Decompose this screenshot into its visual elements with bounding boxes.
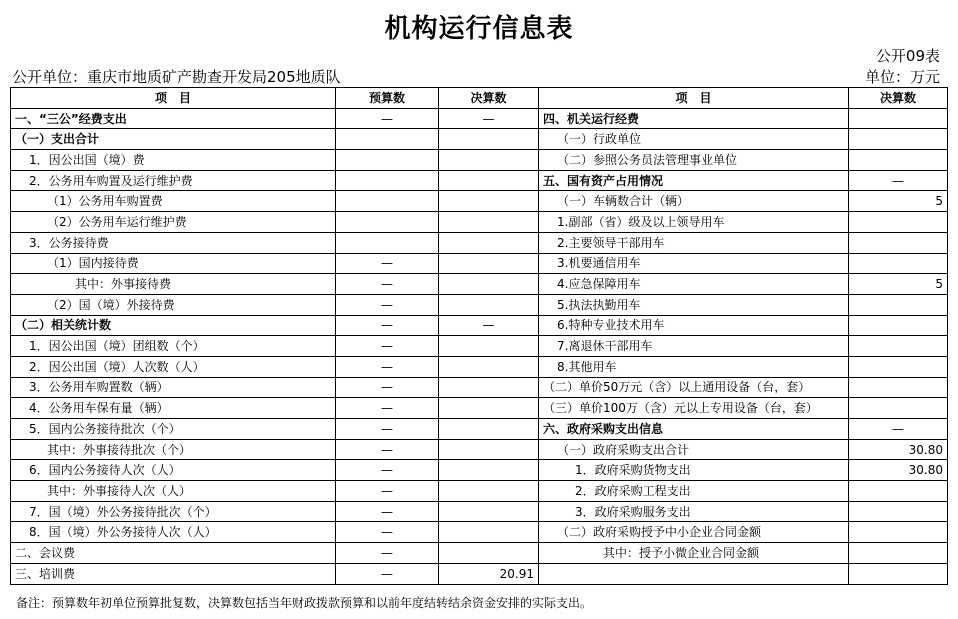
table-cell: 三、培训费 — [11, 563, 336, 584]
table-row — [11, 563, 948, 584]
table-header-row — [11, 88, 948, 109]
table-row — [11, 419, 948, 440]
table-cell: — — [336, 398, 439, 419]
table-row — [11, 543, 948, 564]
table-cell: — — [336, 460, 439, 481]
table-row — [11, 481, 948, 502]
table-cell — [336, 129, 439, 150]
table-cell: 其中：外事接待费 — [11, 274, 336, 295]
table-cell: （1）公务用车购置费 — [11, 191, 336, 212]
table-cell: （2）国（境）外接待费 — [11, 294, 336, 315]
table-cell: 7．国（境）外公务接待批次（个） — [11, 501, 336, 522]
table-cell — [849, 129, 948, 150]
table-cell: — — [336, 439, 439, 460]
table-cell: （二）政府采购授予中小企业合同金额 — [539, 522, 849, 543]
table-cell: （三）单价100万（含）元以上专用设备（台，套） — [539, 398, 849, 419]
table-row — [11, 232, 948, 253]
table-cell — [336, 212, 439, 233]
reporting-unit: 公开单位：重庆市地质矿产勘查开发局205地质队 — [12, 68, 341, 86]
table-cell: 四、机关运行经费 — [539, 108, 849, 129]
table-cell: 5 — [849, 274, 948, 295]
table-cell: 5．国内公务接待批次（个） — [11, 419, 336, 440]
table-cell — [849, 336, 948, 357]
table-cell: （二）单价50万元（含）以上通用设备（台，套） — [539, 377, 849, 398]
table-cell: 其中：授予小微企业合同金额 — [539, 543, 849, 564]
table-cell: （二）参照公务员法管理事业单位 — [539, 150, 849, 171]
table-row — [11, 460, 948, 481]
info-table — [10, 87, 948, 585]
table-cell — [336, 170, 439, 191]
table-cell — [849, 356, 948, 377]
table-cell — [439, 481, 539, 502]
table-cell: — — [849, 170, 948, 191]
table-cell — [849, 108, 948, 129]
header-final-right: 决算数 — [849, 88, 948, 109]
footnote: 备注：预算数年初单位预算批复数，决算数包括当年财政拨款预算和以前年度结转结余资金安排的实际支出。 — [16, 596, 593, 610]
table-cell — [336, 150, 439, 171]
table-cell — [439, 253, 539, 274]
table-cell — [439, 460, 539, 481]
table-cell: 20.91 — [439, 563, 539, 584]
table-cell: — — [439, 315, 539, 336]
table-cell — [439, 191, 539, 212]
header-item-left: 项 目 — [11, 88, 336, 109]
table-cell: — — [336, 481, 439, 502]
table-cell: — — [336, 563, 439, 584]
table-cell — [439, 274, 539, 295]
table-cell: — — [336, 522, 439, 543]
table-row — [11, 212, 948, 233]
table-cell — [539, 563, 849, 584]
table-row — [11, 377, 948, 398]
table-cell — [849, 398, 948, 419]
table-cell: 6.特种专业技术用车 — [539, 315, 849, 336]
table-cell: （一）支出合计 — [11, 129, 336, 150]
table-cell — [439, 501, 539, 522]
table-cell — [849, 150, 948, 171]
table-cell — [849, 294, 948, 315]
table-cell: — — [336, 294, 439, 315]
table-row — [11, 170, 948, 191]
table-row — [11, 108, 948, 129]
table-cell: 其中：外事接待批次（个） — [11, 439, 336, 460]
table-row — [11, 439, 948, 460]
page-title: 机构运行信息表 — [384, 14, 574, 44]
table-row — [11, 522, 948, 543]
header-item-right: 项 目 — [539, 88, 849, 109]
table-cell: — — [336, 419, 439, 440]
table-cell — [849, 543, 948, 564]
table-cell — [849, 377, 948, 398]
table-cell: （一）政府采购支出合计 — [539, 439, 849, 460]
table-cell — [849, 212, 948, 233]
table-cell: 6．国内公务接待人次（人） — [11, 460, 336, 481]
table-cell: 1．因公出国（境）费 — [11, 150, 336, 171]
table-cell: — — [336, 377, 439, 398]
table-cell: 1．因公出国（境）团组数（个） — [11, 336, 336, 357]
table-cell: 5 — [849, 191, 948, 212]
table-cell: 六、政府采购支出信息 — [539, 419, 849, 440]
table-cell — [439, 129, 539, 150]
table-cell: 二、会议费 — [11, 543, 336, 564]
table-cell — [439, 377, 539, 398]
table-cell: — — [336, 315, 439, 336]
table-cell — [849, 481, 948, 502]
table-cell: — — [336, 543, 439, 564]
table-cell — [849, 232, 948, 253]
table-cell: 五、国有资产占用情况 — [539, 170, 849, 191]
table-cell — [439, 356, 539, 377]
table-cell: — — [336, 108, 439, 129]
header-budget: 预算数 — [336, 88, 439, 109]
table-row — [11, 191, 948, 212]
table-cell: 2．公务用车购置及运行维护费 — [11, 170, 336, 191]
table-cell — [439, 336, 539, 357]
table-cell: 8．国（境）外公务接待人次（人） — [11, 522, 336, 543]
table-cell: （一）行政单位 — [539, 129, 849, 150]
table-row — [11, 356, 948, 377]
table-cell: 1.副部（省）级及以上领导用车 — [539, 212, 849, 233]
table-cell — [439, 150, 539, 171]
table-cell: 8.其他用车 — [539, 356, 849, 377]
table-cell: 7.离退休干部用车 — [539, 336, 849, 357]
table-cell — [336, 191, 439, 212]
table-cell: 3．公务接待费 — [11, 232, 336, 253]
table-row — [11, 315, 948, 336]
table-cell — [849, 522, 948, 543]
table-cell: 2．因公出国（境）人次数（人） — [11, 356, 336, 377]
table-row — [11, 336, 948, 357]
table-cell — [336, 232, 439, 253]
table-cell: 3.机要通信用车 — [539, 253, 849, 274]
table-cell — [439, 439, 539, 460]
table-cell: 4.应急保障用车 — [539, 274, 849, 295]
table-cell: 3．公务用车购置数（辆） — [11, 377, 336, 398]
table-cell: — — [336, 274, 439, 295]
table-cell: — — [849, 419, 948, 440]
table-cell — [439, 419, 539, 440]
table-cell: 5.执法执勤用车 — [539, 294, 849, 315]
table-cell: （二）相关统计数 — [11, 315, 336, 336]
table-row — [11, 398, 948, 419]
table-row — [11, 274, 948, 295]
table-cell: （一）车辆数合计（辆） — [539, 191, 849, 212]
table-cell: 30.80 — [849, 460, 948, 481]
currency-unit: 单位：万元 — [864, 68, 940, 86]
table-cell — [849, 563, 948, 584]
table-cell: — — [336, 253, 439, 274]
table-cell — [439, 232, 539, 253]
table-cell — [439, 212, 539, 233]
table-cell: 其中：外事接待人次（人） — [11, 481, 336, 502]
table-cell — [849, 253, 948, 274]
table-row — [11, 294, 948, 315]
table-cell — [439, 398, 539, 419]
table-cell — [439, 294, 539, 315]
table-cell: 一、“三公”经费支出 — [11, 108, 336, 129]
table-cell: （1）国内接待费 — [11, 253, 336, 274]
header-final-left: 决算数 — [439, 88, 539, 109]
table-cell: 2.主要领导干部用车 — [539, 232, 849, 253]
table-cell: 30.80 — [849, 439, 948, 460]
table-cell — [849, 315, 948, 336]
table-row — [11, 253, 948, 274]
table-cell: — — [336, 336, 439, 357]
table-cell — [849, 501, 948, 522]
table-cell: 1．政府采购货物支出 — [539, 460, 849, 481]
table-row — [11, 501, 948, 522]
table-cell: （2）公务用车运行维护费 — [11, 212, 336, 233]
table-cell: 3．政府采购服务支出 — [539, 501, 849, 522]
table-cell — [439, 170, 539, 191]
table-cell — [439, 522, 539, 543]
table-cell — [439, 543, 539, 564]
table-row — [11, 129, 948, 150]
form-number: 公开09表 — [875, 47, 940, 65]
table-cell: — — [336, 356, 439, 377]
table-cell: 4．公务用车保有量（辆） — [11, 398, 336, 419]
table-cell: — — [336, 501, 439, 522]
table-cell: 2．政府采购工程支出 — [539, 481, 849, 502]
table-row — [11, 150, 948, 171]
table-cell: — — [439, 108, 539, 129]
